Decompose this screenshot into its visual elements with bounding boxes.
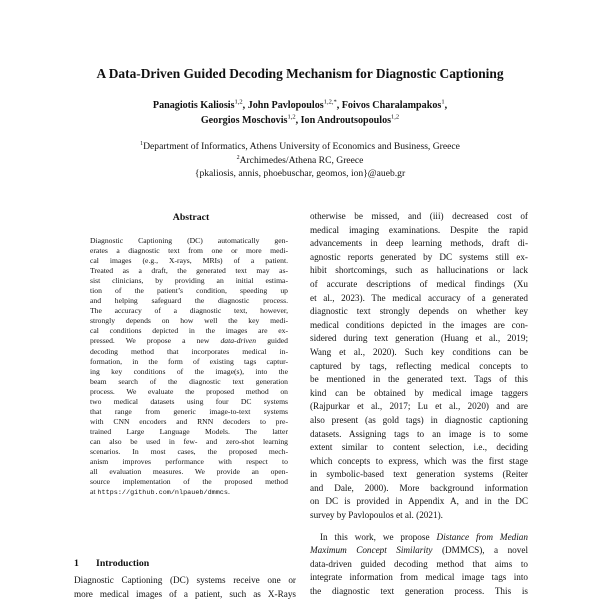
body-line: diagnostic text strongly depends on whether key: [310, 306, 528, 317]
body-text: (DMMCS), a novel: [441, 545, 528, 556]
paragraph-gap: [310, 523, 528, 531]
body-line: also present (as gold tags) in diagnostic captioning: [310, 414, 528, 425]
body-line: advancements in deep learning methods, draft di-: [310, 238, 528, 249]
intro-line: more medical images of a patient, such as X-Rays: [74, 588, 296, 599]
body-line: kind can be obtained by medical image taggers: [310, 387, 528, 398]
author-affil-mark: 1: [441, 98, 445, 106]
abstract-line: cal images (e.g., X-rays, MRIs) of a patient.: [90, 256, 288, 266]
author-line-1: Panagiotis Kaliosis$^{1,2}$, John Pavlopoulos$^{1,2,*}$, Foivos Charalampakos$^1$,: [152, 98, 448, 111]
body-line: Wang et al., 2020). Such key conditions can be: [310, 346, 528, 357]
abstract-line: can also be used in few- and zero-shot learning: [90, 436, 288, 446]
affil-text: Archimedes/Athena RC, Greece: [239, 154, 364, 166]
body-line: medical conditions depicted in the images are con-: [310, 319, 528, 330]
abstract-line: tion of the patient’s condition, speeding up: [90, 286, 288, 296]
abstract-line: with CNN encoders and RNN decoders to pre-: [90, 416, 288, 426]
abstract-line: Treated as a draft, the generated text may as-: [90, 266, 288, 276]
author-name: Foivos Charalampakos: [341, 100, 442, 111]
body-line: on DC is provided in Appendix A, and in the DC: [310, 496, 528, 507]
body-line: of accurate descriptions of medical findings (Xu: [310, 278, 528, 289]
body-line: the diagnostic text generation process. This is: [310, 586, 528, 597]
author-affil-mark: 1,2: [391, 113, 400, 121]
affiliations: [50, 140, 550, 181]
abstract-line: anism improves performance with respect to: [90, 457, 288, 467]
body-line: hibit shortcomings, such as hallucinations or lack: [310, 265, 528, 276]
author-affil-mark: 1,2,*: [323, 98, 337, 106]
abstract-text: at: [90, 487, 96, 497]
body-line-with-italic: [310, 531, 528, 545]
body-line: (Rajpurkar et al., 2017; Lu et al., 2020) and are: [310, 401, 528, 412]
affil-mark: 2: [236, 154, 240, 161]
abstract-line: two medical datasets using four DC systems: [90, 396, 288, 406]
body-line: in symbolic-based text generation systems (Reiter: [310, 469, 528, 480]
abstract-text: pressed. We propose a new: [90, 336, 210, 346]
abstract-italic: data-driven: [220, 336, 257, 346]
body-text: In this work, we propose: [320, 531, 430, 542]
author-name: Ion Androutsopoulos: [300, 115, 392, 126]
abstract-text: .: [227, 487, 230, 497]
body-line: datasets. Assigning tags to an image is to some: [310, 428, 528, 439]
body-line: data-driven guided decoding method that aims to: [310, 558, 528, 569]
body-line: otherwise be missed, and (iii) decreased cost of: [310, 211, 528, 221]
author-name: John Pavlopoulos: [247, 100, 324, 111]
author-affil-mark: 1,2: [234, 98, 243, 106]
body-line: and Dale, 2000). More background information: [310, 482, 528, 493]
method-name-italic: Distance from Median: [436, 531, 528, 542]
paper-title: A Data-Driven Guided Decoding Mechanism for Diagnostic Captioning: [96, 66, 504, 81]
abstract-line: formation, in the form of existing tags captur-: [90, 356, 288, 366]
body-line: integrate information from medical image tags into: [310, 572, 528, 583]
abstract-line: erates a diagnostic text from one or more medi-: [90, 246, 288, 256]
abstract-line: source implementation of the proposed method: [90, 477, 288, 487]
author-list: [50, 98, 550, 128]
method-name-italic: Maximum Concept Similarity: [310, 545, 433, 556]
affil-mark: 1: [140, 140, 144, 147]
body-line: sidered during text generation (Huang et al., 2019;: [310, 333, 528, 344]
abstract-line: decoding method that incorporates medical in-: [90, 346, 288, 356]
section-title: Introduction: [96, 558, 150, 569]
introduction-body: [74, 574, 296, 601]
body-line: et al., 2023). The medical accuracy of a generated: [310, 292, 528, 303]
abstract-text: guided: [267, 336, 288, 346]
author-affil-mark: 1,2: [287, 113, 296, 121]
body-line: survey by Pavlopoulos et al. (2021).: [310, 510, 443, 521]
code-url-link[interactable]: https://github.com/nlpaueb/dmmcs: [97, 489, 228, 498]
affil-text: Department of Informatics, Athens University of Economics and Business, Greece: [143, 141, 460, 152]
body-line: extent similar to content selection, i.e., deciding: [310, 442, 528, 453]
body-line: be mentioned in the generated text. Tags of this: [310, 374, 528, 385]
body-line: captured by tags, reflecting medical concepts to: [310, 360, 528, 371]
section-number: 1: [74, 558, 79, 569]
abstract-line: all evaluation measures. We provide an open-: [90, 467, 288, 477]
author-name: Georgios Moschovis: [200, 115, 288, 126]
abstract-line: beam search of the diagnostic text generation: [90, 376, 288, 386]
affiliation-1: [50, 140, 550, 154]
abstract-line-with-italic: [90, 336, 288, 346]
body-line: which concepts to express, which was the first stage: [310, 455, 528, 466]
abstract-line: Diagnostic Captioning (DC) automatically gen-: [90, 236, 288, 245]
author-name: Panagiotis Kaliosis: [152, 100, 235, 111]
abstract-line: scenarios. In most cases, the proposed mech-: [90, 446, 288, 456]
author-emails: {pkaliosis, annis, phoebuschar, geomos, ion}@aueb.gr: [194, 168, 406, 180]
author-line-2: Georgios Moschovis$^{1,2}$, Ion Androutsopoulos$^{1,2}$: [200, 113, 400, 126]
abstract-heading: Abstract: [172, 212, 210, 223]
abstract-line: process. We evaluate the proposed method on: [90, 386, 288, 396]
abstract-line: The accuracy of a diagnostic text, however,: [90, 306, 288, 316]
abstract-line: trained Large Language Models. The latter: [90, 426, 288, 436]
abstract-line: ing key conditions of the image(s), into the: [90, 366, 288, 376]
right-column-body: [310, 210, 528, 599]
abstract-last-line: [90, 487, 288, 498]
section-heading-introduction: [74, 558, 304, 570]
abstract-line: strongly depends on how well the key medi-: [90, 316, 288, 326]
abstract-body: [90, 236, 288, 498]
body-line: medical imaging examinations. Despite the rapid: [310, 224, 528, 235]
abstract-line: and helping safeguard the diagnostic process.: [90, 296, 288, 306]
body-line: agnostic reports generated by DC systems still ex-: [310, 251, 528, 262]
abstract-line: sist clinicians, by providing an initial estima-: [90, 276, 288, 286]
affiliation-2: [50, 154, 550, 168]
intro-line: Diagnostic Captioning (DC) systems receive one or: [74, 575, 296, 585]
abstract-line: cal conditions depicted in the images are ex-: [90, 326, 288, 336]
abstract-line: that range from generic image-to-text systems: [90, 406, 288, 416]
body-line-with-italic: [310, 544, 528, 558]
